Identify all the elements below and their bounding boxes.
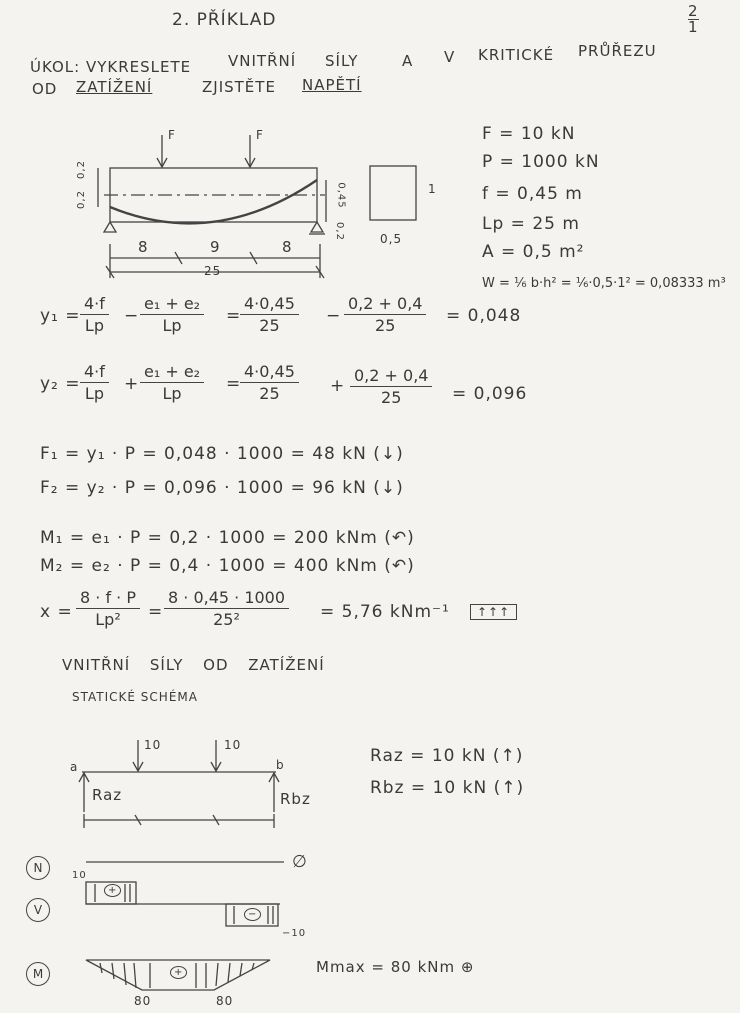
dim-right: 0,45	[335, 182, 347, 209]
given-W: W = ⅙ b·h² = ⅙·0,5·1² = 0,08333 m³	[482, 276, 726, 291]
task-line2-b: ZATÍŽENÍ	[76, 78, 153, 96]
force-label-2: F	[256, 128, 264, 142]
given-f: f = 0,45 m	[482, 184, 583, 204]
task-line2-c: ZJISTĚTE	[202, 78, 276, 96]
task-line1-f: KRITICKÉ	[478, 46, 555, 64]
shear-plus: +	[104, 884, 121, 897]
y2-frac-4: $\frac{0,2 + 0,4}{25}$	[350, 366, 432, 409]
task-line1-d: A	[402, 52, 414, 70]
span-2: 9	[210, 238, 221, 256]
x-lhs: x =	[40, 602, 73, 622]
task-line1-a: ÚKOL: VYKRESLETE	[30, 58, 192, 76]
reaction-a-label: Raz	[92, 786, 123, 804]
node-b: b	[276, 758, 285, 772]
shear-top-value: 10	[72, 870, 87, 881]
dim-left-top: 0,2	[75, 160, 87, 179]
task-line1-c: SÍLY	[325, 52, 359, 70]
normal-force-label: N	[26, 856, 50, 880]
y1-op1: −	[124, 306, 140, 326]
y1-op2: −	[326, 306, 342, 326]
x-result: = 5,76 kNm⁻¹	[320, 602, 450, 622]
y2-lhs: y₂ =	[40, 374, 81, 394]
load-label-2: 10	[224, 738, 242, 752]
task-line2-d: NAPĚTÍ	[302, 76, 362, 94]
page-number: 2 1	[688, 2, 699, 36]
y2-result: = 0,096	[452, 384, 528, 404]
x-frac-2: $\frac{8 \cdot 0,45 \cdot 1000}{\text{25²}}$	[164, 588, 289, 631]
given-P: P = 1000 kN	[482, 152, 600, 172]
shear-minus: −	[244, 908, 261, 921]
section-width: 0,5	[380, 232, 403, 246]
page-title: 2. PŘÍKLAD	[172, 10, 277, 30]
y2-frac-3: $\frac{4\cdot 0,45}{25}$	[240, 362, 299, 405]
y2-eq: =	[226, 374, 242, 394]
moment-max: Mmax = 80 kNm ⊕	[316, 958, 475, 976]
given-Lp: Lp = 25 m	[482, 214, 580, 234]
section2-heading: VNITŘNÍ SÍLY OD ZATÍŽENÍ	[62, 656, 325, 674]
y2-op1: +	[124, 374, 140, 394]
span-1: 8	[138, 238, 149, 256]
given-F: F = 10 kN	[482, 124, 576, 144]
dim-right-bot: 0,2	[333, 222, 345, 241]
task-line1-b: VNITŘNÍ	[228, 52, 297, 70]
force-F2: F₂ = y₂ · P = 0,096 · 1000 = 96 kN (↓)	[40, 478, 404, 498]
force-F1: F₁ = y₁ · P = 0,048 · 1000 = 48 kN (↓)	[40, 444, 404, 464]
shear-force-label: V	[26, 898, 50, 922]
task-line1-e: V	[444, 48, 456, 66]
moment-label: M	[26, 962, 50, 986]
x-frac-1: $\frac{8 \cdot f \cdot P}{\text{Lp²}}$	[76, 588, 140, 631]
task-line1-g: PRŮŘEZU	[578, 42, 657, 60]
dim-left-bot: 0,2	[75, 190, 87, 209]
y1-frac-2: $\frac{\text{e₁ + e₂}}{Lp}$	[140, 294, 204, 337]
force-label-1: F	[168, 128, 176, 142]
y1-result: = 0,048	[446, 306, 522, 326]
x-eq: =	[148, 602, 164, 622]
moment-M1: M₁ = e₁ · P = 0,2 · 1000 = 200 kNm (↶)	[40, 528, 415, 548]
span-total: 25	[204, 264, 222, 278]
node-a: a	[70, 760, 79, 774]
moment-right-value: 80	[216, 994, 234, 1008]
y1-frac-3: $\frac{4\cdot 0,45}{25}$	[240, 294, 299, 337]
normal-force-value: ∅	[292, 852, 308, 872]
moment-plus: +	[170, 966, 187, 979]
y2-frac-1: $\frac{4\cdot f}{Lp}$	[80, 362, 109, 405]
y1-frac-4: $\frac{0,2 + 0,4}{25}$	[344, 294, 426, 337]
y1-lhs: y₁ =	[40, 306, 81, 326]
y2-frac-2: $\frac{\text{e₁ + e₂}}{Lp}$	[140, 362, 204, 405]
moment-M2: M₂ = e₂ · P = 0,4 · 1000 = 400 kNm (↶)	[40, 556, 415, 576]
section2-sub: STATICKÉ SCHÉMA	[72, 690, 198, 704]
section-height: 1	[428, 182, 437, 196]
y2-op2: +	[330, 376, 346, 396]
load-label-1: 10	[144, 738, 162, 752]
reaction-b-value: Rbz = 10 kN (↑)	[370, 778, 525, 798]
y1-frac-1: $\frac{4\cdot f}{Lp}$	[80, 294, 109, 337]
moment-left-value: 80	[134, 994, 152, 1008]
reaction-a-value: Raz = 10 kN (↑)	[370, 746, 524, 766]
given-A: A = 0,5 m²	[482, 242, 585, 262]
task-line2-a: OD	[32, 80, 58, 98]
shear-bottom-value: −10	[282, 928, 307, 939]
x-load-box: ↑↑↑	[470, 604, 517, 620]
span-3: 8	[282, 238, 293, 256]
y1-eq: =	[226, 306, 242, 326]
reaction-b-label: Rbz	[280, 790, 311, 808]
